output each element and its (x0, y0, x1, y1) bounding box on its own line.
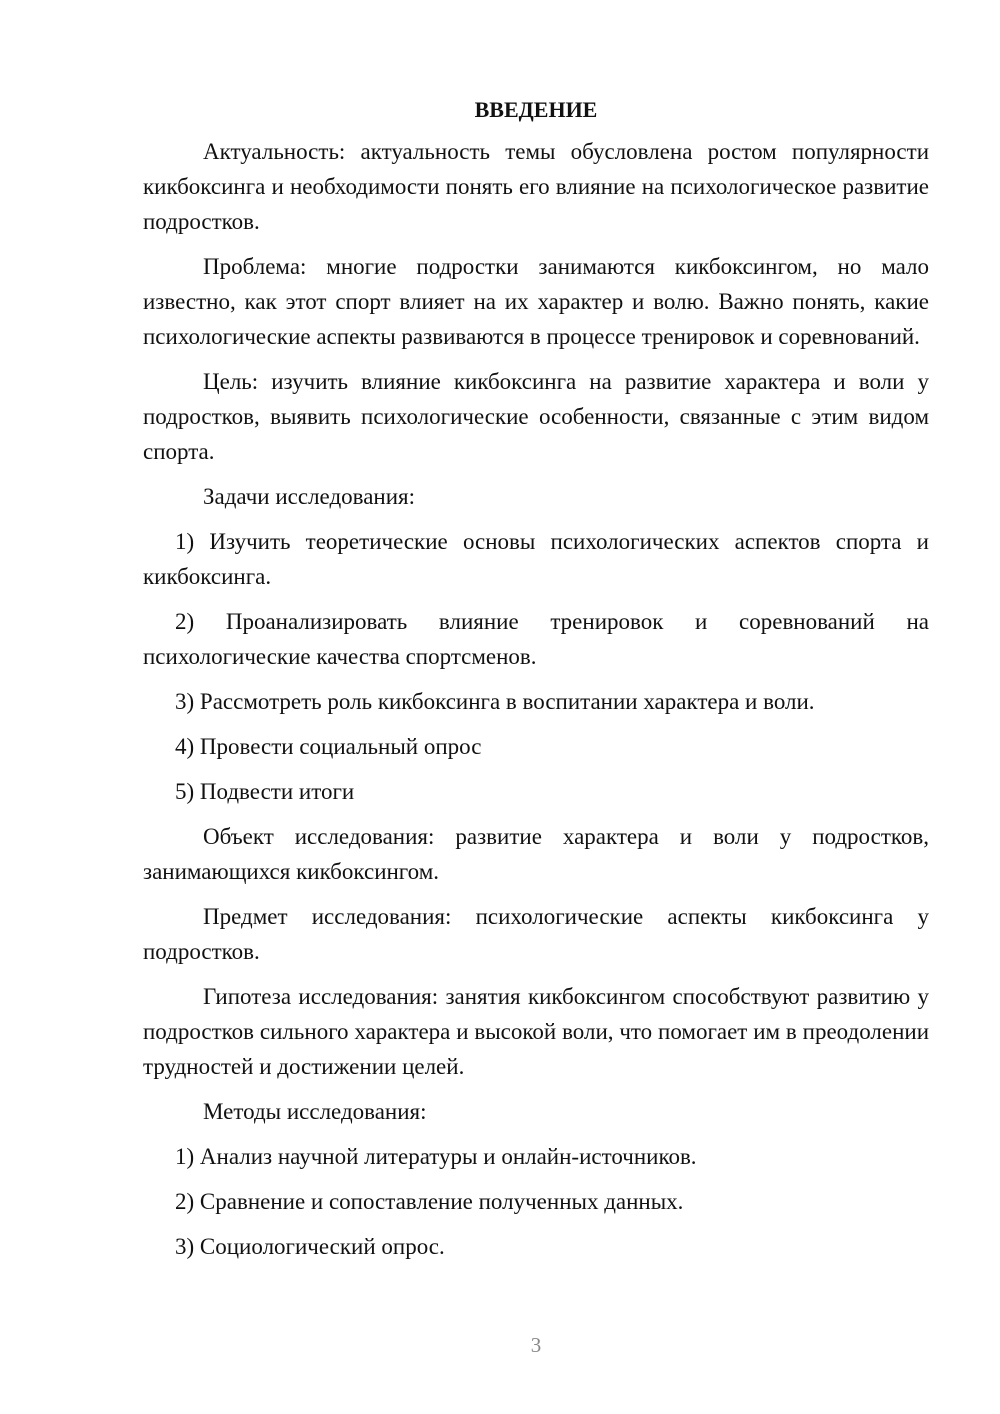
hypothesis-paragraph: Гипотеза исследования: занятия кикбоксингом способствуют развитию у подростков сильного характера и высокой воли, что помогает им в преодолении трудностей и достижении целей. (143, 984, 929, 1079)
object-paragraph: Объект исследования: развитие характера и воли у подростков, занимающихся кикбоксингом. (143, 824, 929, 884)
method-item: 2) Сравнение и сопоставление полученных данных. (175, 1189, 684, 1214)
method-item: 3) Социологический опрос. (175, 1234, 445, 1259)
task-item: 4) Провести социальный опрос (175, 734, 482, 759)
page-content (143, 92, 929, 1274)
subject-paragraph: Предмет исследования: психологические аспекты кикбоксинга у подростков. (143, 904, 929, 964)
relevance-paragraph: Актуальность: актуальность темы обусловлена ростом популярности кикбоксинга и необходимости понять его влияние на психологическое развитие подростков. (143, 139, 929, 234)
section-heading: ВВЕДЕНИЕ (474, 97, 598, 122)
methods-title: Методы исследования: (203, 1099, 427, 1124)
problem-paragraph: Проблема: многие подростки занимаются кикбоксингом, но мало известно, как этот спорт влияет на их характер и волю. Важно понять, какие психологические аспекты развиваются в процессе тренировок и соревнований. (143, 254, 929, 349)
task-item: 1) Изучить теоретические основы психологических аспектов спорта и кикбоксинга. (143, 529, 929, 589)
task-item: 5) Подвести итоги (175, 779, 355, 804)
goal-paragraph: Цель: изучить влияние кикбоксинга на развитие характера и воли у подростков, выявить психологические особенности, связанные с этим видом спорта. (143, 369, 929, 464)
method-item: 1) Анализ научной литературы и онлайн-источников. (175, 1144, 697, 1169)
tasks-title: Задачи исследования: (203, 484, 416, 509)
task-item: 2) Проанализировать влияние тренировок и соревнований на психологические качества спортсменов. (143, 609, 929, 669)
page-number: 3 (530, 1333, 542, 1357)
task-item: 3) Рассмотреть роль кикбоксинга в воспитании характера и воли. (175, 689, 815, 714)
